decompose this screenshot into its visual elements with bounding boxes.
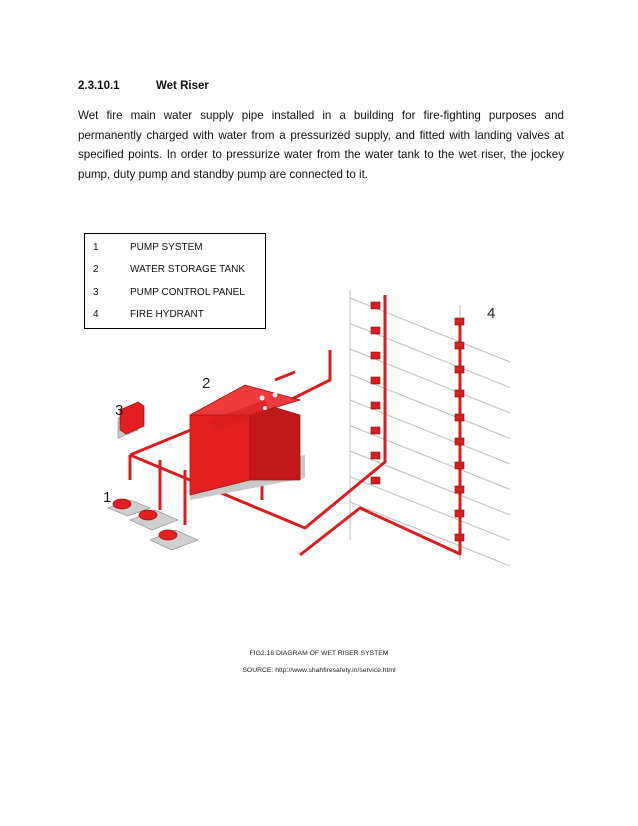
landing-valve: [455, 414, 464, 421]
landing-valve: [371, 352, 380, 359]
floor-line: [350, 494, 510, 566]
landing-valve: [455, 390, 464, 397]
label-pump: 1: [103, 489, 112, 506]
body-paragraph: Wet fire main water supply pipe installed in a building for fire-fighting purposes and permanently charged with water from a pressurized supply, and fitted with landing valves at specified points. In order to pressurize water from the water tank to the wet riser, the jockey pump, duty pump and standby pump are connected to it.: [78, 109, 564, 181]
landing-valve: [371, 327, 380, 334]
legend-number: 2: [93, 264, 99, 275]
floor-line: [350, 290, 510, 362]
legend-number: 3: [93, 287, 99, 298]
legend-number: 1: [93, 242, 99, 253]
landing-valve: [455, 462, 464, 469]
label-hydrant: 4: [487, 305, 496, 322]
section-number: 2.3.10.1: [78, 80, 120, 92]
landing-valve: [455, 318, 464, 325]
label-panel: 3: [115, 402, 124, 419]
landing-valve: [371, 302, 380, 309]
landing-valve: [371, 402, 380, 409]
landing-valve: [371, 377, 380, 384]
legend-number: 4: [93, 309, 99, 320]
label-tank: 2: [202, 375, 211, 392]
landing-valve: [371, 477, 380, 484]
figure-source: SOURCE: http://www.shahfiresafety.in/service.html: [242, 667, 396, 674]
section-title: Wet Riser: [156, 80, 209, 92]
figure-caption: FIG2.18 DIAGRAM OF WET RISER SYSTEM: [249, 650, 389, 657]
water-storage-tank: [190, 385, 305, 500]
legend-label: WATER STORAGE TANK: [130, 264, 246, 275]
landing-valve: [455, 438, 464, 445]
landing-valve: [455, 510, 464, 517]
landing-valve: [371, 427, 380, 434]
landing-valve: [371, 452, 380, 459]
legend-label: PUMP CONTROL PANEL: [130, 287, 245, 298]
landing-valve: [455, 366, 464, 373]
landing-valve: [455, 486, 464, 493]
landing-valve: [455, 534, 464, 541]
legend-label: FIRE HYDRANT: [130, 309, 204, 320]
landing-valve: [455, 342, 464, 349]
legend-label: PUMP SYSTEM: [130, 242, 203, 253]
